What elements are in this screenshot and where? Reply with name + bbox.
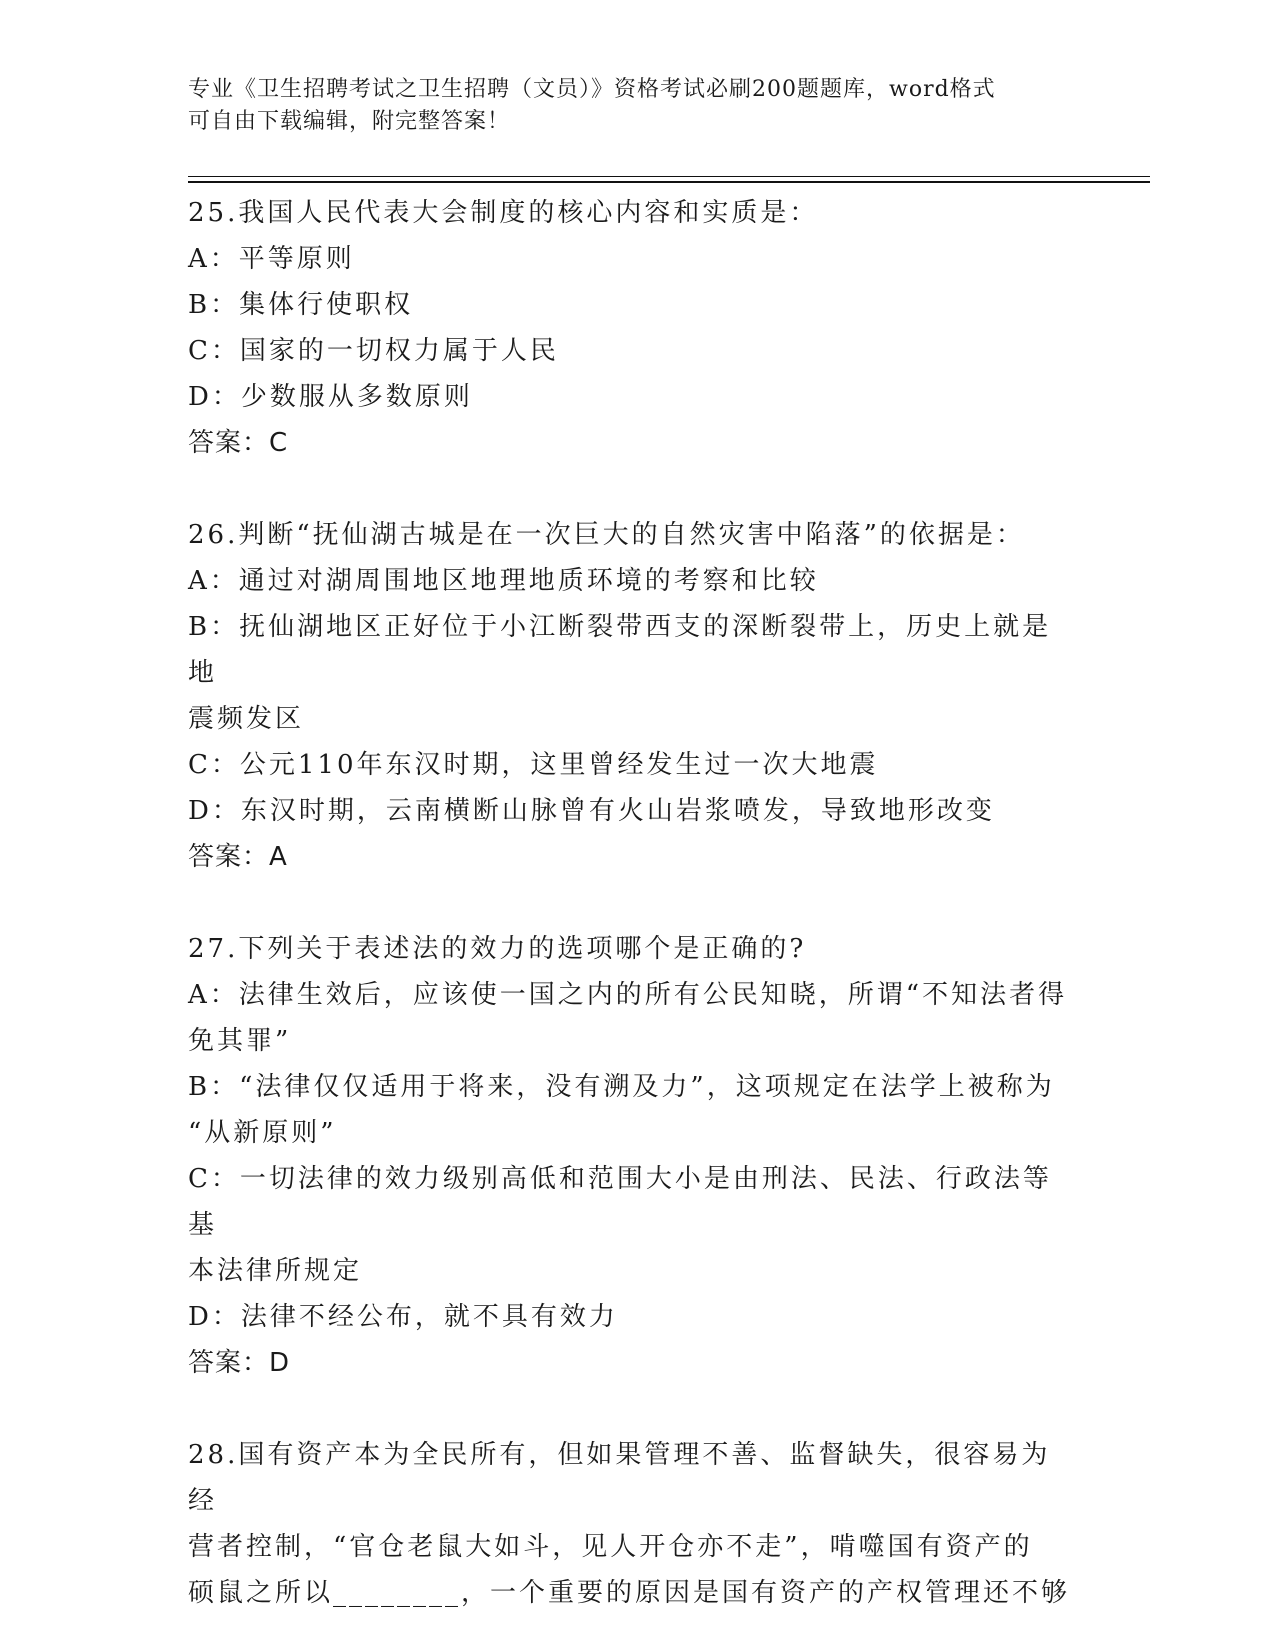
document-header bbox=[188, 74, 1078, 138]
header-title-line-2: 可自由下载编辑，附完整答案！ bbox=[188, 109, 511, 134]
answer-line: 答案：C bbox=[188, 428, 289, 458]
option-c: C：公元110年东汉时期，这里曾经发生过一次大地震 bbox=[188, 750, 879, 780]
header-divider-thin bbox=[188, 176, 1150, 177]
question-block bbox=[188, 1432, 1078, 1616]
option-b: B：“法律仅仅适用于将来，没有溯及力”，这项规定在法学上被称为 bbox=[188, 1072, 1055, 1102]
question-list bbox=[188, 190, 1078, 1616]
question-stem: 26.判断“抚仙湖古城是在一次巨大的自然灾害中陷落”的依据是： bbox=[188, 520, 1025, 550]
question-stem: 营者控制，“官仓老鼠大如斗，见人开仓亦不走”，啃噬国有资产的 bbox=[188, 1532, 1033, 1562]
question-stem: 25.我国人民代表大会制度的核心内容和实质是： bbox=[188, 198, 819, 228]
option-d: D：东汉时期，云南横断山脉曾有火山岩浆喷发，导致地形改变 bbox=[188, 796, 995, 826]
option-c: 本法律所规定 bbox=[188, 1256, 363, 1286]
option-a: A：法律生效后，应该使一国之内的所有公民知晓，所谓“不知法者得 bbox=[188, 980, 1068, 1010]
option-b: “从新原则” bbox=[188, 1118, 337, 1148]
header-divider-thick bbox=[188, 181, 1150, 183]
question-stem: 28.国有资产本为全民所有，但如果管理不善、监督缺失，很容易为经 bbox=[188, 1440, 1051, 1516]
answer-line: 答案：D bbox=[188, 1348, 291, 1378]
option-c: C：一切法律的效力级别高低和范围大小是由刑法、民法、行政法等基 bbox=[188, 1164, 1052, 1240]
option-b: B：集体行使职权 bbox=[188, 290, 414, 320]
option-b: 震频发区 bbox=[188, 704, 305, 734]
option-d: D：少数服从多数原则 bbox=[188, 382, 473, 412]
header-title-line-1: 专业《卫生招聘考试之卫生招聘（文员）》资格考试必刷200题题库，word格式 bbox=[188, 77, 996, 102]
question-stem: 27.下列关于表述法的效力的选项哪个是正确的? bbox=[188, 934, 807, 964]
option-d: D：法律不经公布，就不具有效力 bbox=[188, 1302, 618, 1332]
option-a: A：平等原则 bbox=[188, 244, 355, 274]
option-a: A：通过对湖周围地区地理地质环境的考察和比较 bbox=[188, 566, 819, 596]
option-c: C：国家的一切权力属于人民 bbox=[188, 336, 559, 366]
option-a: 免其罪” bbox=[188, 1026, 292, 1056]
question-block bbox=[188, 512, 1078, 880]
answer-line: 答案：A bbox=[188, 842, 288, 872]
question-stem: 硕鼠之所以________，一个重要的原因是国有资产的产权管理还不够 bbox=[188, 1578, 1071, 1608]
option-b: B：抚仙湖地区正好位于小江断裂带西支的深断裂带上，历史上就是地 bbox=[188, 612, 1052, 688]
question-block bbox=[188, 926, 1078, 1386]
question-block bbox=[188, 190, 1078, 466]
